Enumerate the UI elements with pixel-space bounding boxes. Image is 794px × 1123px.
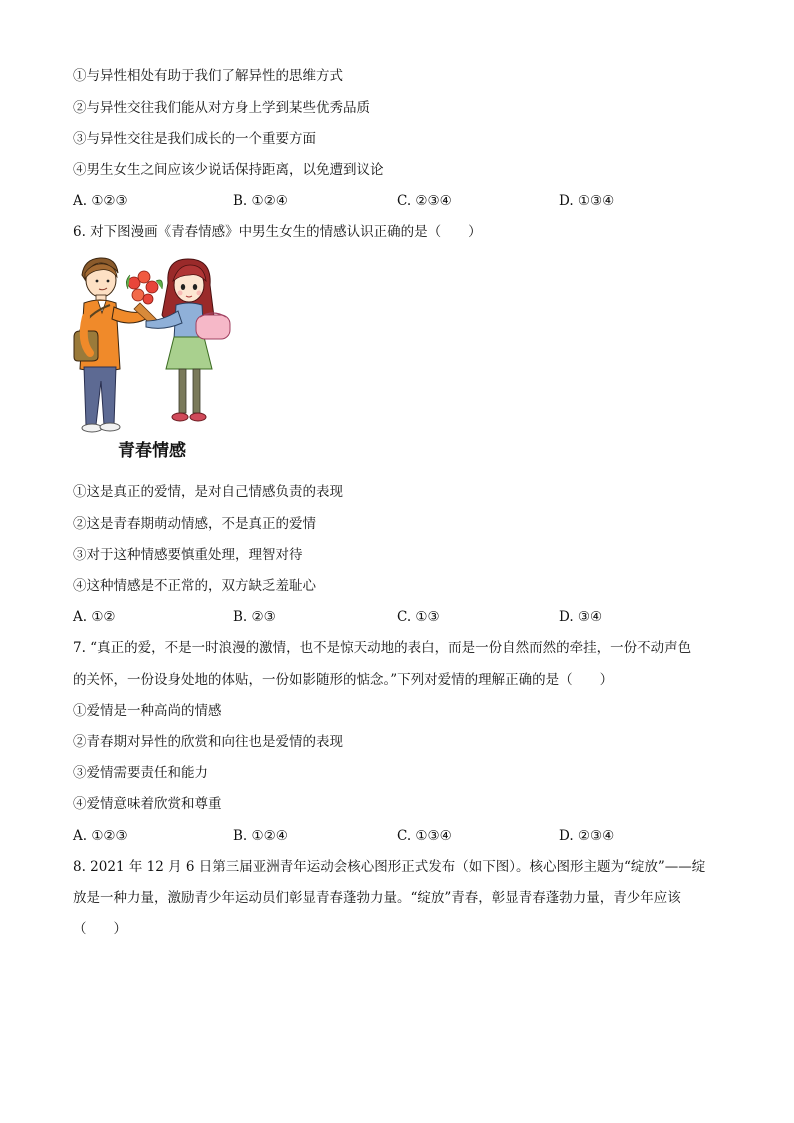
cartoon-caption: 青春情感 bbox=[118, 441, 186, 461]
q6-statement-2: ②这是青春期萌动情感，不是真正的爱情 bbox=[73, 516, 316, 532]
q6-option-b[interactable]: B. ②③ bbox=[233, 609, 276, 625]
q7-statement-1: ①爱情是一种高尚的情感 bbox=[73, 703, 222, 719]
q5-option-b[interactable]: B. ①②④ bbox=[233, 193, 288, 209]
q6-option-d[interactable]: D. ③④ bbox=[559, 609, 603, 625]
q7-option-b[interactable]: B. ①②④ bbox=[233, 828, 288, 844]
q6-statement-4: ④这种情感是不正常的，双方缺乏羞耻心 bbox=[73, 578, 316, 594]
q7-statement-4: ④爱情意味着欣赏和尊重 bbox=[73, 796, 222, 812]
q5-option-a[interactable]: A. ①②③ bbox=[73, 193, 128, 209]
q7-statement-2: ②青春期对异性的欣赏和向往也是爱情的表现 bbox=[73, 734, 343, 750]
q6-statement-3: ③对于这种情感要慎重处理，理智对待 bbox=[73, 547, 303, 563]
q5-option-d[interactable]: D. ①③④ bbox=[559, 193, 615, 209]
q8-stem-line-1: 8. 2021 年 12 月 6 日第三届亚洲青年运动会核心图形正式发布（如下图）。核心图形主题为“绽放”——绽 bbox=[73, 859, 706, 875]
q6-stem: 6. 对下图漫画《青春情感》中男生女生的情感认识正确的是（ ） bbox=[73, 224, 482, 240]
q6-option-c[interactable]: C. ①③ bbox=[397, 609, 440, 625]
q5-statement-3: ③与异性交往是我们成长的一个重要方面 bbox=[73, 131, 316, 147]
q7-statement-3: ③爱情需要责任和能力 bbox=[73, 765, 208, 781]
q5-statement-2: ②与异性交往我们能从对方身上学到某些优秀品质 bbox=[73, 100, 370, 116]
q6-statement-1: ①这是真正的爱情，是对自己情感负责的表现 bbox=[73, 484, 343, 500]
q7-option-a[interactable]: A. ①②③ bbox=[73, 828, 128, 844]
q7-option-d[interactable]: D. ②③④ bbox=[559, 828, 615, 844]
q7-stem-line-2: 的关怀，一份设身处地的体贴，一份如影随形的惦念。”下列对爱情的理解正确的是（ ） bbox=[73, 672, 614, 688]
q5-statement-4: ④男生女生之间应该少说话保持距离，以免遭到议论 bbox=[73, 162, 384, 178]
q8-stem-line-3: （ ） bbox=[73, 921, 127, 937]
q5-option-c[interactable]: C. ②③④ bbox=[397, 193, 452, 209]
q8-stem-line-2: 放是一种力量，激励青少年运动员们彰显青春蓬勃力量。“绽放”青春，彰显青春蓬勃力量，青少年应该 bbox=[73, 890, 681, 906]
q5-statement-1: ①与异性相处有助于我们了解异性的思维方式 bbox=[73, 68, 343, 84]
q6-option-a[interactable]: A. ①② bbox=[73, 609, 116, 625]
q7-option-c[interactable]: C. ①③④ bbox=[397, 828, 452, 844]
q7-stem-line-1: 7. “真正的爱，不是一时浪漫的激情，也不是惊天动地的表白，而是一份自然而然的牵挂，一份不动声色 bbox=[73, 640, 692, 656]
youth-emotion-cartoon-illustration bbox=[70, 253, 240, 458]
